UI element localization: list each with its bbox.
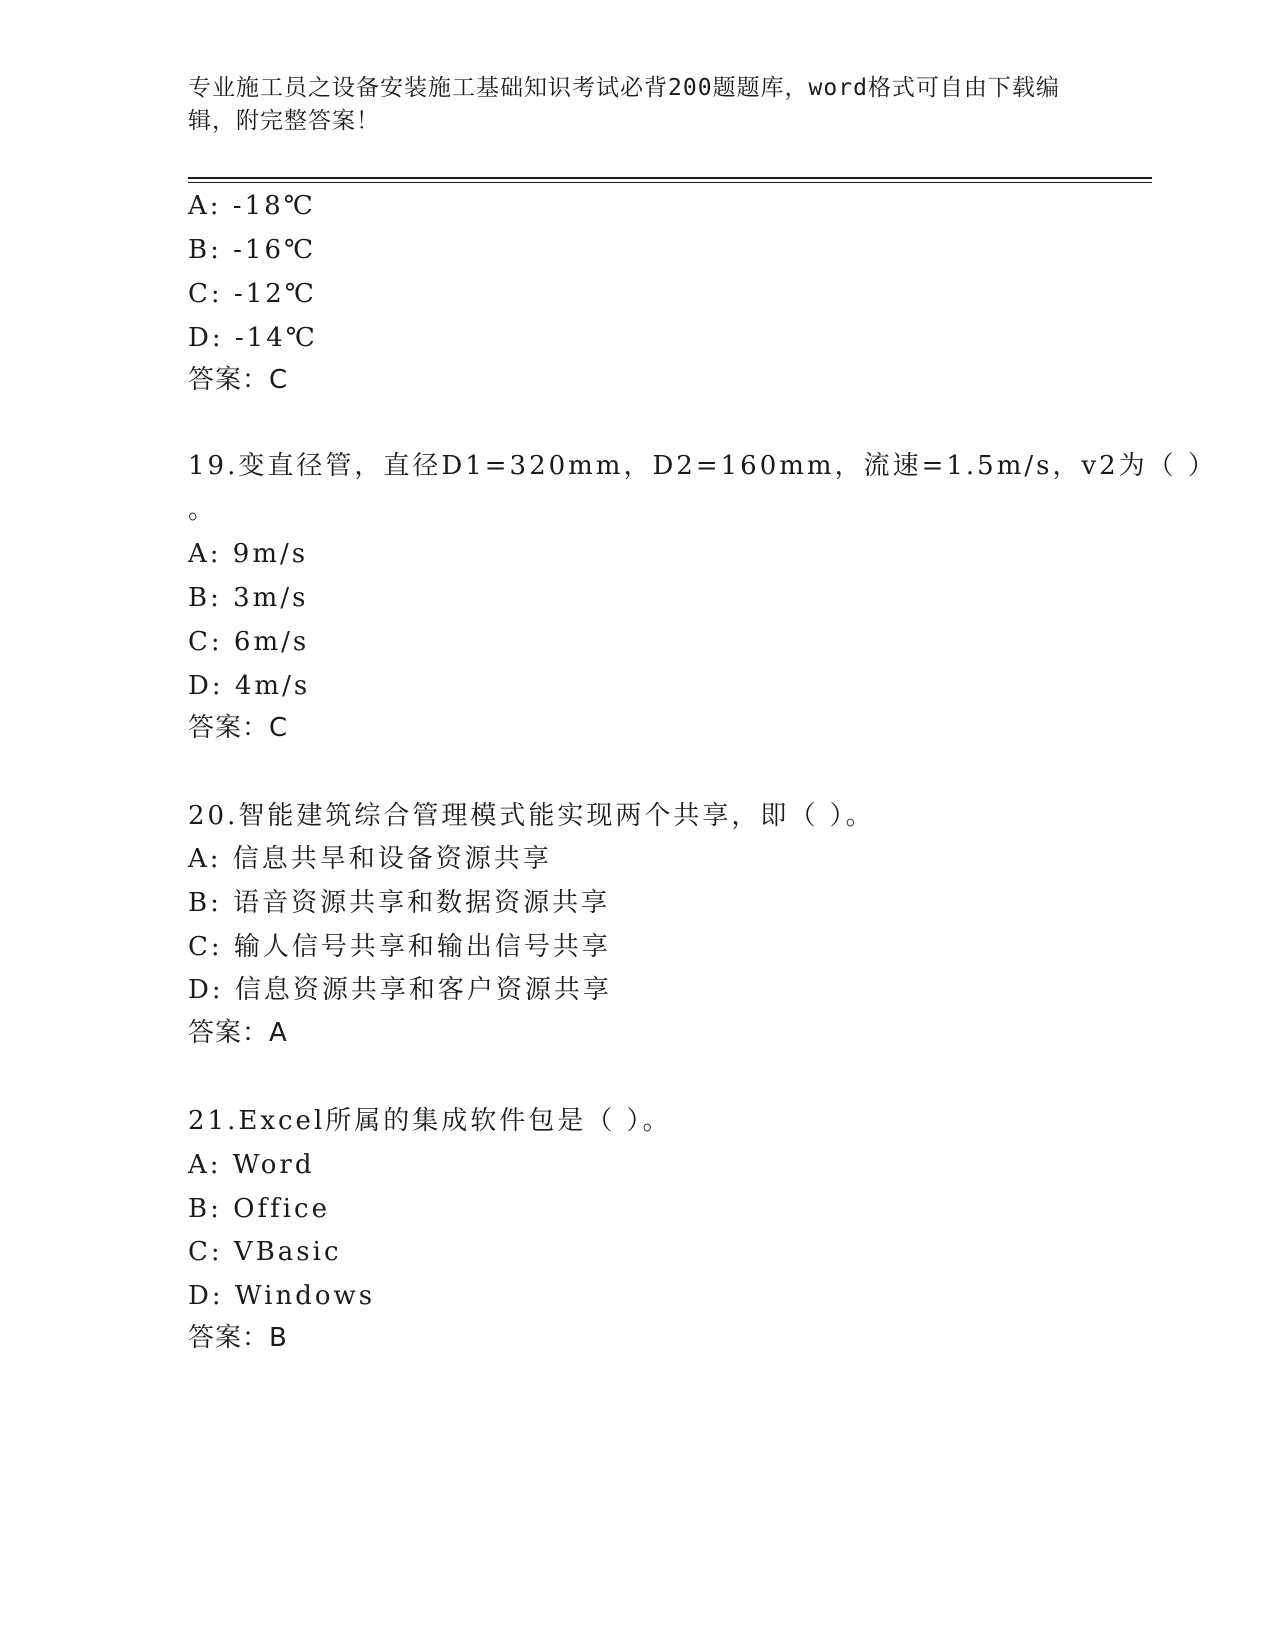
q21-stem: 21.Excel所属的集成软件包是（ ）。 — [188, 1106, 672, 1136]
q18-answer: 答案：C — [188, 365, 289, 395]
q21-option-d: D: Windows — [188, 1281, 376, 1311]
q19-option-b: B: 3m/s — [188, 583, 309, 613]
q20-option-b: B: 语音资源共享和数据资源共享 — [188, 888, 611, 918]
q18-option-b: B: -16℃ — [188, 235, 317, 265]
q20-option-a: A: 信息共旱和设备资源共享 — [188, 844, 552, 874]
q21-answer: 答案：B — [188, 1323, 288, 1353]
q19-option-a: A: 9m/s — [188, 539, 309, 569]
q20-option-c: C: 输人信号共享和输出信号共享 — [188, 932, 611, 962]
q21-option-c: C: VBasic — [188, 1237, 342, 1267]
q18-option-d: D: -14℃ — [188, 323, 318, 353]
document-header: 专业施工员之设备安装施工基础知识考试必背200题题库，word格式可自由下载编辑，附完整答案！ — [188, 75, 1060, 134]
header-divider-thin — [188, 182, 1152, 183]
q20-stem: 20.智能建筑综合管理模式能实现两个共享，即（ ）。 — [188, 801, 875, 831]
q21-option-b: B: Office — [188, 1194, 330, 1224]
q18-option-a: A: -18℃ — [188, 191, 316, 221]
q20-answer: 答案：A — [188, 1018, 288, 1048]
q19-stem-continuation: 。 — [188, 495, 218, 525]
q19-answer: 答案：C — [188, 713, 289, 743]
q19-option-d: D: 4m/s — [188, 671, 311, 701]
q19-option-c: C: 6m/s — [188, 627, 310, 657]
q21-option-a: A: Word — [188, 1150, 315, 1180]
q19-stem: 19.变直径管，直径D1=320mm，D2=160mm，流速=1.5m/s，v2为（ ） — [188, 451, 1217, 481]
header-divider-thick — [188, 177, 1152, 179]
q18-option-c: C: -12℃ — [188, 279, 317, 309]
q20-option-d: D: 信息资源共享和客户资源共享 — [188, 975, 612, 1005]
